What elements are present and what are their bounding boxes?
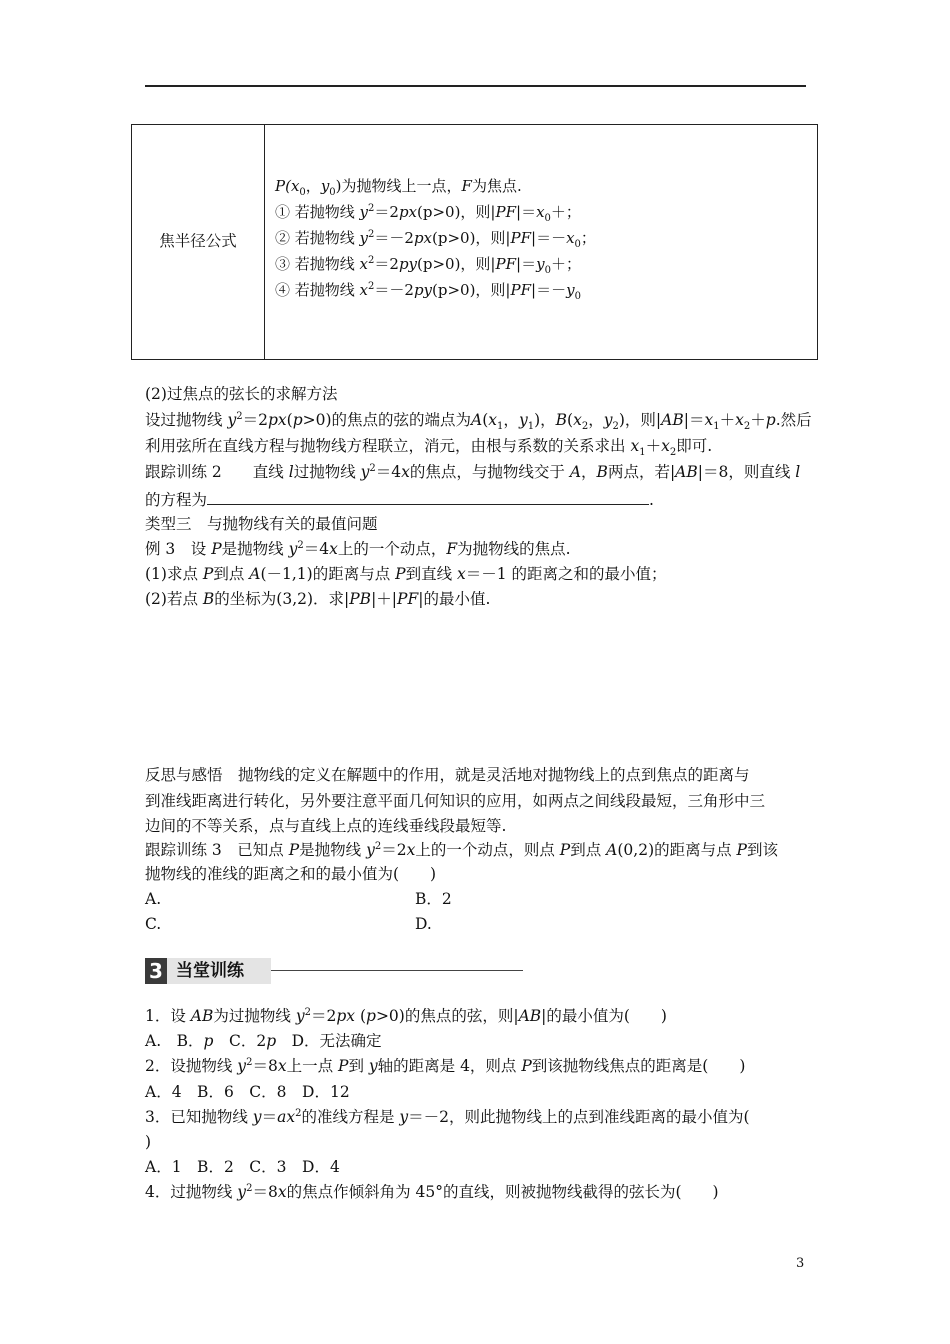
reflection-line-3: 边间的不等关系，点与直线上点的连线垂线段最短等. <box>145 817 507 835</box>
training-3-line-1: 跟踪训练 3 已知点 P是抛物线 $y^2=2x$上的一个动点，则点 P到点 A(0,2)的距离与点 P到该 <box>145 840 778 859</box>
table-row: ② 若抛物线 $y^2=-2px(p>0)$，则$|PF|=-x_0$； <box>275 229 596 250</box>
page-number: 3 <box>796 1256 805 1271</box>
exercise-1-options: A. B．p C．2p D．无法确定 <box>145 1032 382 1050</box>
section-number-badge: 3 <box>145 958 167 984</box>
option-a[interactable]: A. <box>145 890 162 908</box>
table-row: ③ 若抛物线 $x^2=2py(p>0)$，则$|PF|=y_0+$； <box>275 255 581 276</box>
header-rule <box>145 85 806 87</box>
example-3-question-1: (1)求点 P到点 A(－1,1)的距离与点 P到直线 x＝－1 的距离之和的最小值； <box>145 565 667 583</box>
table-content <box>275 175 596 305</box>
section-rule <box>271 970 523 971</box>
exercise-2-options: A．4 B．6 C．8 D．12 <box>145 1083 350 1101</box>
table-row: ① 若抛物线 $y^2=2px(p>0)$，则$|PF|=x_0+$； <box>275 203 581 224</box>
option-b[interactable]: B．2 <box>415 890 452 908</box>
table-divider <box>264 125 265 359</box>
table-label: 焦半径公式 <box>159 232 237 250</box>
training-2-line-1: 跟踪训练 2 直线 l过抛物线 $y^2=4x$的焦点，与抛物线交于 A，B两点，若|AB|＝8，则直线 l <box>145 462 801 481</box>
example-3-line: 例 3 设 P是抛物线 $y^2=4x$上的一个动点，F为抛物线的焦点. <box>145 539 571 558</box>
training-2-line-2: 的方程为 . <box>145 488 654 510</box>
reflection-line-2: 到准线距离进行转化，另外要注意平面几何知识的应用，如两点之间线段最短，三角形中三 <box>145 792 766 810</box>
exercise-3-continuation: ) <box>145 1133 152 1151</box>
section-2-paragraph-line-2: 利用弦所在直线方程与抛物线方程联立，消元，由根与系数的关系求出 $x_1+x_2$即可. <box>145 437 713 459</box>
exercise-4: 4．过抛物线 $y^2=8x$的焦点作倾斜角为 45°的直线，则被抛物线截得的弦长为( ) <box>145 1182 719 1201</box>
option-c[interactable]: C. <box>145 915 162 933</box>
section-title: 当堂训练 <box>176 961 244 981</box>
section-2-title: (2)过焦点的弦长的求解方法 <box>145 385 338 403</box>
table-row: ④ 若抛物线 $x^2=-2py(p>0)$，则$|PF|=-y_0$ <box>275 281 581 302</box>
training-3-line-2: 抛物线的准线的距离之和的最小值为( ) <box>145 865 437 883</box>
table-row: $P(x_0$，$y_0$)为抛物线上一点，F为焦点. <box>275 177 522 198</box>
example-3-question-2: (2)若点 B的坐标为(3,2)．求|PB|＋|PF|的最小值. <box>145 590 491 608</box>
answer-blank[interactable] <box>207 488 649 505</box>
focal-radius-table <box>131 124 818 360</box>
exercise-1: 1．设 AB为过抛物线 $y^2=2px$ (p>0)的焦点的弦，则|AB|的最小值为( ) <box>145 1006 667 1025</box>
exercise-3: 3．已知抛物线 $y=ax^2$的准线方程是 y＝－2，则此抛物线上的点到准线距离的最小值为( <box>145 1107 750 1126</box>
reflection-line-1: 反思与感悟 抛物线的定义在解题中的作用，就是灵活地对抛物线上的点到焦点的距离与 <box>145 766 750 784</box>
type-3-heading: 类型三 与抛物线有关的最值问题 <box>145 515 378 533</box>
option-d[interactable]: D. <box>415 915 432 933</box>
exercise-2: 2．设抛物线 $y^2=8x$上一点 P到 y轴的距离是 4，则点 P到该抛物线焦点的距离是( ) <box>145 1056 746 1075</box>
section-2-paragraph-line-1: 设过抛物线 $y^2=2px(p>0)$的焦点的弦的端点为$A(x_1$，$y_1$)，$B(x_2$，$y_2$)，则$|AB|=x_1+x_2+p$.然后 <box>145 410 812 433</box>
exercise-3-options: A．1 B．2 C．3 D．4 <box>145 1158 340 1176</box>
